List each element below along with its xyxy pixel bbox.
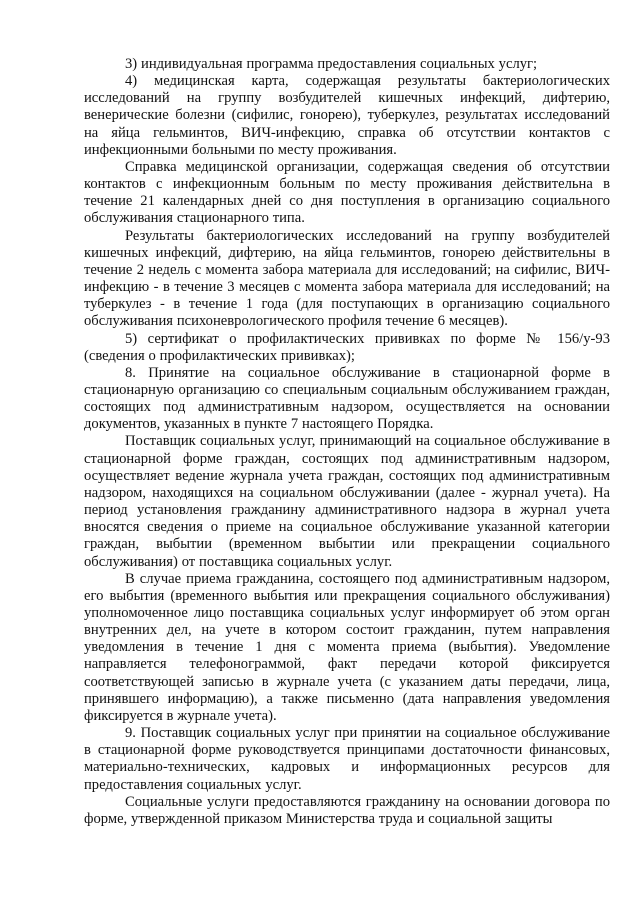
paragraph-test-results-validity: Результаты бактериологических исследований на группу возбудителей кишечных инфекций, дифтерию, на яйца гельминтов, гонорею действительны в течение 2 недель с момента забора материала для исследований; на сифилис, ВИЧ-инфекцию - в течение 3 месяцев с момента забора материала для исследований; на туберкулез - в течение 1 года (для поступающих в организацию социального обслуживания психоневрологического профиля течение 6 месяцев). (84, 227, 610, 330)
paragraph-item-5-vaccination: 5) сертификат о профилактических прививках по форме № 156/у-93 (сведения о профилактических прививках); (84, 330, 610, 364)
paragraph-medical-certificate: Справка медицинской организации, содержащая сведения об отсутствии контактов с инфекционным больным по месту проживания действительна в течение 21 календарных дней со дня поступления в организацию социального обслуживания стационарного типа. (84, 158, 610, 227)
paragraph-registry-journal: Поставщик социальных услуг, принимающий на социальное обслуживание в стационарной форме граждан, состоящих под административным надзором, осуществляет ведение журнала учета граждан, состоящих под административным надзором, находящихся на социальном обслуживании (далее - журнал учета). На период установления гражданину административного надзора в журнал учета вносятся сведения о приеме на социальное обслуживание указанной категории граждан, выбытии (временном выбытии или прекращении социального обслуживания) от поставщика социальных услуг. (84, 433, 610, 570)
paragraph-section-9: 9. Поставщик социальных услуг при принятии на социальное обслуживание в стационарной форме руководствуется принципами достаточности финансовых, материально-технических, кадровых и информационных ресурсов для предоставления социальных услуг. (84, 725, 610, 793)
paragraph-section-8: 8. Принятие на социальное обслуживание в стационарной форме в стационарную организацию со специальным социальным обслуживанием граждан, состоящих под административным надзором, осуществляется на основании документов, указанных в пункте 7 настоящего Порядка. (84, 364, 610, 433)
paragraph-contract: Социальные услуги предоставляются гражданину на основании договора по форме, утвержденной приказом Министерства труда и социальной защиты (84, 793, 610, 827)
paragraph-item-4-medical-card: 4) медицинская карта, содержащая результаты бактериологических исследований на группу возбудителей кишечных инфекций, дифтерию, венерические болезни (сифилис, гонорею), туберкулез, результатах исследований на яйца гельминтов, ВИЧ-инфекцию, справка об отсутствии контактов с инфекционными больными по месту проживания. (84, 73, 610, 158)
paragraph-notification: В случае приема гражданина, состоящего под административным надзором, его выбытия (временного выбытия или прекращения социального обслуживания) уполномоченное лицо поставщика социальных услуг информирует об этом орган внутренних дел, на учете в котором состоит гражданин, путем направления уведомления в течение 1 дня с момента приема (выбытия). Уведомление направляется телефонограммой, факт передачи которой фиксируется соответствующей записью в журнале учета (с указанием даты передачи, лица, принявшего информацию), а также письменно (дата направления уведомления фиксируется в журнале учета). (84, 570, 610, 724)
paragraph-item-3: 3) индивидуальная программа предоставления социальных услуг; (125, 56, 538, 72)
